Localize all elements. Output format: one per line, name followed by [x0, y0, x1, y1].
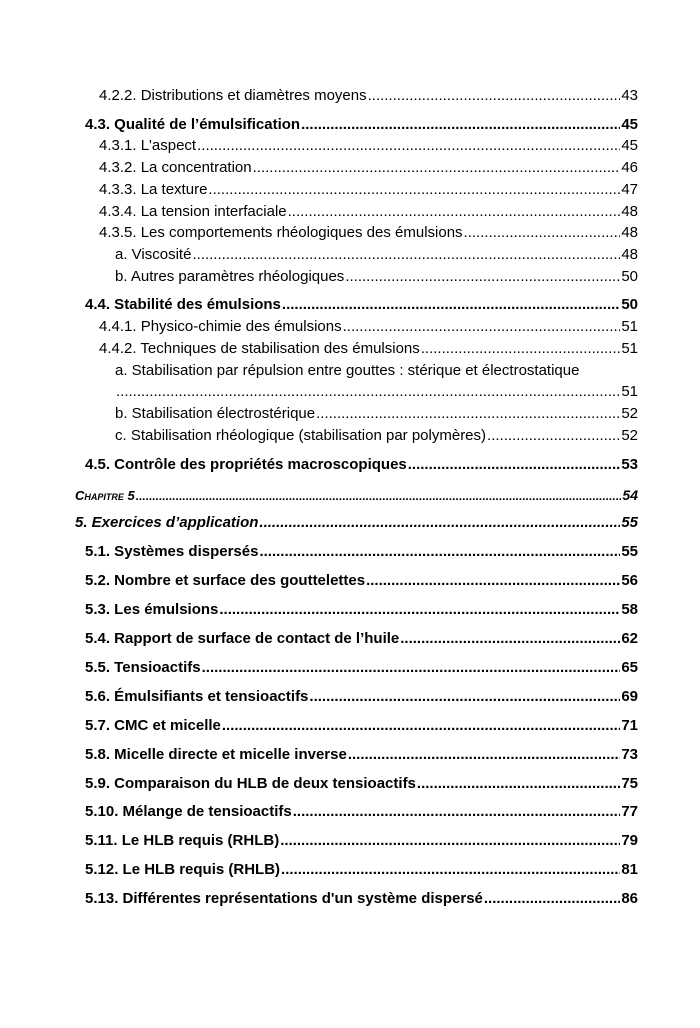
toc-entry-page: 55 — [621, 543, 638, 560]
toc-entry-title: 5.6. Émulsifiants et tensioactifs — [85, 688, 309, 705]
toc-entry-title: 5.4. Rapport de surface de contact de l’huile — [85, 630, 400, 647]
dot-leader — [259, 543, 620, 561]
toc-entry — [85, 832, 638, 850]
toc-entry-title: 5.8. Micelle directe et micelle inverse — [85, 746, 347, 763]
chapter-page: 54 — [622, 487, 638, 503]
chapter-entry — [75, 486, 638, 505]
toc-entry — [85, 630, 638, 648]
dot-leader — [301, 116, 620, 134]
toc-entry — [85, 775, 638, 793]
toc-entry — [99, 87, 638, 105]
toc-entry — [85, 659, 638, 677]
toc-entry-page: 52 — [621, 405, 638, 422]
toc-entry-page: 51 — [621, 340, 638, 357]
dot-leader — [202, 659, 621, 677]
toc-entry-title: 4.4.1. Physico-chimie des émulsions — [99, 318, 342, 335]
toc-entry-page: 55 — [621, 514, 638, 531]
toc-entry-title: 4.2.2. Distributions et diamètres moyens — [99, 87, 367, 104]
toc-entry — [99, 137, 638, 155]
dot-leader — [219, 601, 620, 619]
toc-entry-title: 5.12. Le HLB requis (RHLB) — [85, 861, 281, 878]
toc-entry-page: 46 — [621, 159, 638, 176]
toc-entry — [99, 224, 638, 242]
toc-entry — [85, 116, 638, 134]
toc-entry-page: 53 — [621, 456, 638, 473]
dot-leader — [197, 137, 620, 155]
toc-entry — [85, 746, 638, 764]
toc-entry-title: 4.3. Qualité de l’émulsification — [85, 116, 301, 133]
toc-entry-page: 73 — [621, 746, 638, 763]
toc-entry-page: 86 — [621, 890, 638, 907]
chapter-title: Chapitre 5 — [75, 488, 135, 503]
toc-entry — [85, 717, 638, 735]
toc-entry — [85, 601, 638, 619]
toc-entry-title: b. Autres paramètres rhéologiques — [115, 268, 345, 285]
toc-entry-page: 50 — [621, 268, 638, 285]
toc-entry — [85, 688, 638, 706]
toc-entry-page: 58 — [621, 601, 638, 618]
dot-leader — [253, 159, 621, 177]
toc-entry-page: 47 — [621, 181, 638, 198]
toc-entry-page: 51 — [621, 383, 638, 400]
dot-leader — [366, 572, 620, 590]
toc-entry — [85, 296, 638, 314]
toc-entry — [99, 159, 638, 177]
toc-entry-title: 4.5. Contrôle des propriétés macroscopiques — [85, 456, 407, 473]
dot-leader — [259, 514, 620, 532]
dot-leader — [293, 803, 621, 821]
toc-entry — [99, 340, 638, 358]
toc-entry-title: 5.1. Systèmes dispersés — [85, 543, 259, 560]
toc-entry-title: c. Stabilisation rhéologique (stabilisation par polymères) — [115, 427, 487, 444]
dot-leader — [487, 427, 620, 445]
toc-entry-title: 5.5. Tensioactifs — [85, 659, 201, 676]
dot-leader — [116, 383, 620, 401]
dot-leader — [464, 224, 621, 242]
toc-entry-title: 4.3.2. La concentration — [99, 159, 252, 176]
toc-entry-title: 5.11. Le HLB requis (RHLB) — [85, 832, 280, 849]
dot-leader — [484, 890, 620, 908]
toc-entry — [99, 318, 638, 336]
chapter-heading-entry — [75, 514, 638, 532]
toc-entry-page: 45 — [621, 116, 638, 133]
toc-entry-title: 4.3.4. La tension interfaciale — [99, 203, 287, 220]
toc-entry-title: a. Viscosité — [115, 246, 192, 263]
toc-entry — [85, 456, 638, 474]
dot-leader — [316, 405, 620, 423]
toc-entry-title: 5.10. Mélange de tensioactifs — [85, 803, 292, 820]
toc-entry-title: b. Stabilisation électrostérique — [115, 405, 316, 422]
dot-leader — [280, 832, 620, 850]
toc-entry-title: 4.3.3. La texture — [99, 181, 208, 198]
toc-entry — [115, 383, 638, 401]
dot-leader — [222, 717, 620, 735]
toc-entry — [99, 181, 638, 199]
toc-entry-title: 4.4.2. Techniques de stabilisation des émulsions — [99, 340, 420, 357]
dot-leader — [417, 775, 620, 793]
toc-entry-title: 4.4. Stabilité des émulsions — [85, 296, 281, 313]
toc-entry-page: 52 — [621, 427, 638, 444]
toc-entry-page: 48 — [621, 224, 638, 241]
dot-leader — [421, 340, 621, 358]
toc-entry — [115, 405, 638, 423]
toc-entry — [85, 803, 638, 821]
dot-leader — [400, 630, 620, 648]
toc-entry — [85, 572, 638, 590]
toc-entry — [85, 861, 638, 879]
toc-entry-page: 71 — [621, 717, 638, 734]
toc-entry-page: 51 — [621, 318, 638, 335]
toc-entry — [115, 427, 638, 445]
toc-entry — [85, 890, 638, 908]
toc-entry — [115, 246, 638, 264]
toc-entry-page: 45 — [621, 137, 638, 154]
toc-entry-page: 75 — [621, 775, 638, 792]
dot-leader — [345, 268, 620, 286]
toc-entry-page: 62 — [621, 630, 638, 647]
toc-entry-page: 43 — [621, 87, 638, 104]
dot-leader — [348, 746, 621, 764]
dot-leader — [192, 246, 620, 264]
toc-entry-title: 5. Exercices d’application — [75, 514, 259, 531]
toc-entry-title: 4.3.5. Les comportements rhéologiques des émulsions — [99, 224, 463, 241]
toc-entry — [115, 268, 638, 286]
dot-leader — [282, 296, 620, 314]
dot-leader — [136, 487, 622, 505]
toc-entry — [85, 543, 638, 561]
toc-entry-title: 5.13. Différentes représentations d'un système dispersé — [85, 890, 483, 907]
toc-entry-page: 77 — [621, 803, 638, 820]
dot-leader — [288, 203, 621, 221]
toc-entry-page: 48 — [621, 203, 638, 220]
toc-entry-page: 65 — [621, 659, 638, 676]
toc-entry-title: 5.7. CMC et micelle — [85, 717, 221, 734]
dot-leader — [281, 861, 620, 879]
dot-leader — [408, 456, 621, 474]
toc-entry-page: 48 — [621, 246, 638, 263]
toc-entry-title: 4.3.1. L'aspect — [99, 137, 197, 154]
toc-entry-page: 50 — [621, 296, 638, 313]
toc-entry-page: 81 — [621, 861, 638, 878]
toc-entry-page: 56 — [621, 572, 638, 589]
dot-leader — [309, 688, 620, 706]
dot-leader — [208, 181, 620, 199]
toc-entry-title-wrapped: a. Stabilisation par répulsion entre gouttes : stérique et électrostatique — [115, 362, 580, 379]
toc-entry-title: 5.2. Nombre et surface des gouttelettes — [85, 572, 366, 589]
toc-entry — [99, 203, 638, 221]
toc-entry-title: 5.9. Comparaison du HLB de deux tensioactifs — [85, 775, 416, 792]
toc-entry-page: 79 — [621, 832, 638, 849]
dot-leader — [368, 87, 621, 105]
toc-entry-title: 5.3. Les émulsions — [85, 601, 219, 618]
dot-leader — [343, 318, 621, 336]
toc-entry-page: 69 — [621, 688, 638, 705]
